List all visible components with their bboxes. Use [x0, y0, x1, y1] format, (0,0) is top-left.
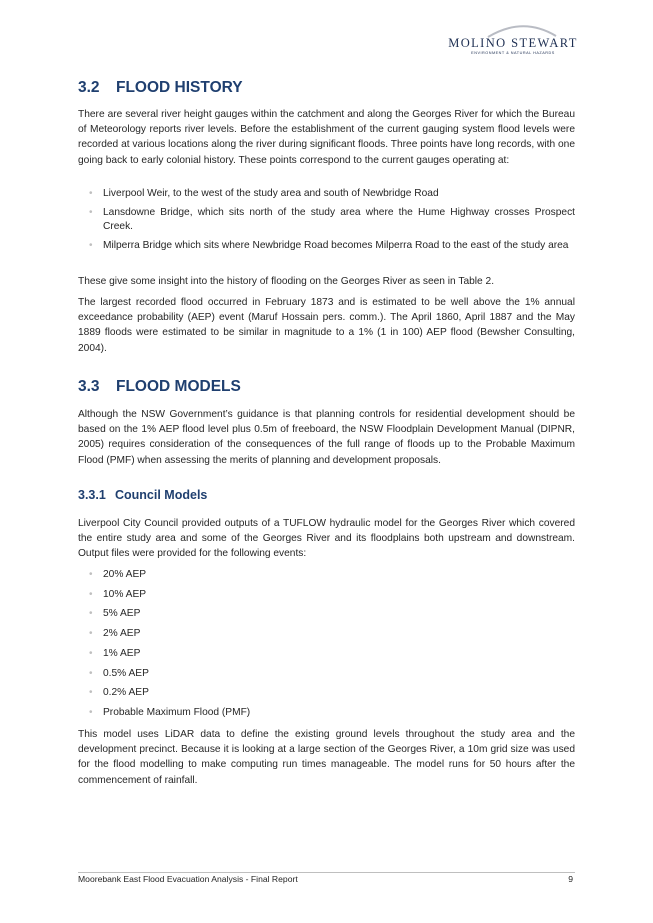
list-item: • 10% AEP	[89, 588, 147, 600]
list-item: • Lansdowne Bridge, which sits north of the study area where the Hume Highway crosses Prospect Creek.	[89, 207, 575, 232]
footer-report-title: Moorebank East Flood Evacuation Analysis - Final Report	[78, 874, 298, 884]
bullet-icon: •	[89, 608, 93, 620]
flood-models-block	[78, 407, 575, 468]
list-item: • Probable Maximum Flood (PMF)	[89, 706, 251, 718]
flood-history-intro: There are several river height gauges within the catchment and along the Georges River for which the Bureau of Meteorology reports river levels. Before the establishment of the current gauging system flood levels were recorded at various locations along the river during significant floods. Three points have long records, with one going back to early colonial history. These points correspond to the current gauges operating at:	[78, 109, 575, 166]
bullet-icon: •	[89, 588, 93, 600]
logo-name: MOLINO STEWART	[448, 36, 578, 50]
heading-council-models	[78, 488, 207, 502]
list-item: • Liverpool Weir, to the west of the study area and south of Newbridge Road	[89, 188, 439, 199]
council-models-intro-block	[78, 516, 575, 562]
footer-page-number: 9	[568, 874, 573, 884]
list-item: • 2% AEP	[89, 628, 141, 640]
heading-number: 3.3.1	[78, 488, 106, 502]
heading-flood-history	[78, 79, 243, 97]
list-item: • 1% AEP	[89, 647, 141, 659]
flood-history-intro-block	[78, 107, 575, 168]
list-item: • 0.5% AEP	[89, 667, 149, 679]
bullet-icon: •	[89, 628, 93, 640]
largest-flood-paragraph: The largest recorded flood occurred in February 1873 and is estimated to be well above the 1% annual exceedance probability (AEP) event (Maruf Hossain pers. comm.). The April 1860, April 1887 and the May 1889 floods were estimated to be similar in magnitude to a 1% (1 in 100) AEP flood (Bewsher Consulting, 2004).	[78, 297, 575, 354]
bullet-icon: •	[89, 240, 93, 252]
events-list-block	[78, 568, 575, 726]
bullet-icon: •	[89, 207, 93, 219]
flood-models-paragraph: Although the NSW Government’s guidance is that planning controls for residential development should be based on the 1% AEP flood level plus 0.5m of freeboard, the NSW Floodplain Development Manual (DIPNR, 2005) requires consideration of the consequences of the full range of floods up to the Probable Maximum Flood (PMF) when assessing the merits of planning and development proposals.	[78, 409, 575, 466]
bullet-icon: •	[89, 569, 93, 580]
council-models-closing: This model uses LiDAR data to define the existing ground levels throughout the study area and the development precinct. Because it is looking at a large section of the Georges River, a 10m grid size was used for the flood modelling to make computing run times manageable. The model runs for 50 hours after the commencement of rainfall.	[78, 729, 575, 786]
list-item: • Milperra Bridge which sits where Newbridge Road becomes Milperra Road to the east of the study area	[89, 240, 569, 252]
council-models-closing-block	[78, 727, 575, 788]
footer-divider	[78, 872, 575, 873]
events-list	[78, 568, 575, 719]
company-logo	[448, 24, 578, 58]
bullet-icon: •	[89, 706, 93, 718]
council-models-intro: Liverpool City Council provided outputs of a TUFLOW hydraulic model for the Georges River which covered the entire study area and some of the Georges River and its floodplains both upstream and downstream. Output files were provided for the following events:	[78, 518, 575, 560]
heading-title: FLOOD MODELS	[116, 378, 241, 395]
after-list-paragraph: These give some insight into the history of flooding on the Georges River as seen in Table 2.	[78, 276, 495, 287]
gauges-list	[78, 187, 575, 253]
largest-flood-block	[78, 295, 575, 356]
gauges-list-block	[78, 187, 575, 259]
heading-flood-models	[78, 378, 241, 396]
after-list-block	[78, 274, 575, 289]
heading-number: 3.2	[78, 79, 100, 96]
heading-title: Council Models	[115, 488, 208, 502]
list-item: • 5% AEP	[89, 608, 141, 620]
bullet-icon: •	[89, 188, 93, 199]
bullet-icon: •	[89, 667, 93, 679]
list-item: • 0.2% AEP	[89, 687, 149, 699]
bullet-icon: •	[89, 687, 93, 699]
list-item: • 20% AEP	[89, 569, 147, 580]
bullet-icon: •	[89, 647, 93, 659]
logo-tagline: ENVIRONMENT & NATURAL HAZARDS	[471, 51, 555, 55]
heading-number: 3.3	[78, 378, 100, 395]
heading-title: FLOOD HISTORY	[116, 79, 243, 96]
